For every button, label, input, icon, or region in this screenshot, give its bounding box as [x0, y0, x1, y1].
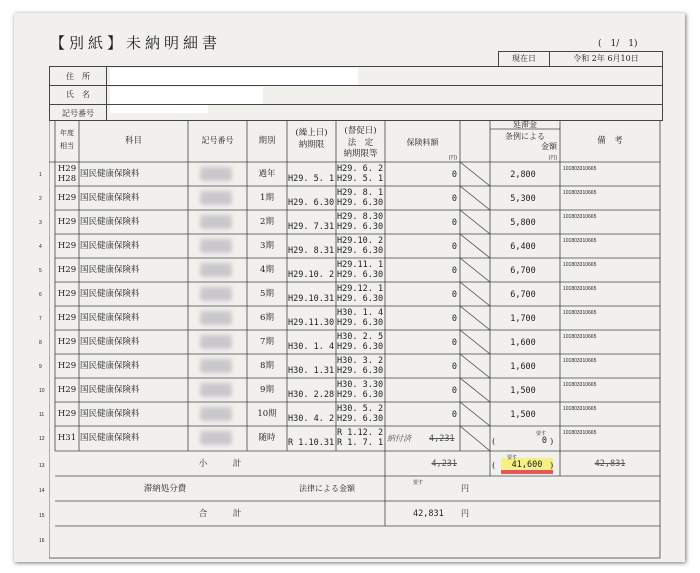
redacted-code-number — [200, 287, 232, 301]
row-item: 国民健康保険料 — [80, 337, 140, 347]
row-year: H29 — [57, 265, 77, 275]
redacted-code-number — [200, 431, 232, 445]
row-penalty: 5,300 — [510, 194, 536, 204]
row-remind-2: H29. 6.30 — [337, 414, 384, 424]
subtotal-struck-total: 42,831 — [594, 459, 626, 469]
row-memo: 101803310665 — [563, 238, 597, 244]
document-title: 【別紙】未納明細書 — [50, 34, 222, 52]
row-remind-2: H29. 6.30 — [337, 390, 384, 400]
row-12-struck-premium: 4,231 — [429, 434, 455, 444]
row-12-penalty-note: 要す — [536, 431, 547, 437]
row-number-16: 16 — [39, 538, 45, 544]
col-code-header: 記号番号 — [201, 136, 234, 145]
col-due-top-header: (繰上日) — [295, 128, 328, 138]
row-item: 国民健康保険料 — [80, 289, 140, 299]
row-remind-1: H29.12. 1 — [337, 284, 384, 294]
row-penalty: 5,800 — [510, 218, 536, 228]
row-remind-1: H30. 5. 2 — [337, 404, 384, 414]
row-item: 国民健康保険料 — [80, 409, 140, 419]
current-date-label: 現在日 — [499, 52, 550, 66]
row-remind-1: H29. 6. 2 — [337, 164, 384, 174]
row-year: H29 — [57, 241, 77, 251]
row-period: 2期 — [260, 217, 274, 227]
row-premium: 0 — [451, 266, 457, 276]
row-number-15: 15 — [39, 513, 45, 519]
row-number: 2 — [39, 196, 42, 202]
row-penalty: 6,400 — [510, 242, 536, 252]
row-penalty: 0 — [541, 436, 547, 446]
row-remind-1: H30. 3. 2 — [337, 356, 384, 366]
redacted-address — [110, 68, 358, 85]
row-period: 1期 — [260, 193, 274, 203]
row-item: 国民健康保険料 — [80, 361, 140, 371]
row-remind-1: H30. 2. 5 — [337, 332, 384, 342]
row-remind-2: H29. 6.30 — [337, 270, 384, 280]
row-due: H30. 1. 4 — [288, 342, 335, 352]
row-penalty: 6,700 — [510, 266, 536, 276]
row-period: 10期 — [257, 409, 277, 419]
row-due: R 1.10.31 — [288, 438, 335, 448]
row-penalty: 1,600 — [510, 338, 536, 348]
row-penalty: 1,500 — [510, 410, 536, 420]
row-due: H29. 8.31 — [288, 246, 335, 256]
row-period: 随時 — [258, 433, 276, 443]
redacted-code-number — [200, 383, 232, 397]
row-due: H29.11.30 — [288, 318, 335, 328]
row-due: H30. 2.28 — [288, 390, 335, 400]
row-memo: 101803310665 — [563, 286, 597, 292]
row-period: 6期 — [260, 313, 274, 323]
row-remind-2: H29. 6.30 — [337, 342, 384, 352]
row-memo: 101803310665 — [563, 166, 597, 172]
col-period-header: 期別 — [258, 136, 276, 146]
subtotal-paren-open: ( — [492, 461, 496, 471]
row-item: 国民健康保険料 — [80, 169, 140, 179]
col-penalty-unit: (円) — [548, 155, 557, 161]
row-due: H29. 6.30 — [288, 198, 335, 208]
col-premium-unit: (円) — [448, 155, 457, 161]
row-year: H29 — [57, 361, 77, 371]
row-due: H30. 1.31 — [288, 366, 335, 376]
row-remind-2: H29. 6.30 — [337, 198, 384, 208]
redacted-code-number — [200, 239, 232, 253]
row-period: 8期 — [260, 361, 274, 371]
col-penalty-mid-header: 条例による — [505, 132, 545, 141]
disposal-legal-amount: 法律による金額 — [299, 484, 355, 493]
row-memo: 101803310665 — [563, 406, 597, 412]
row-remind-2: H29. 6.30 — [337, 318, 384, 328]
row-due: H29.10.31 — [288, 294, 335, 304]
subtotal-struck-premium: 4,231 — [431, 459, 457, 469]
row-premium: 0 — [451, 218, 457, 228]
subtotal-label: 小 計 — [198, 459, 242, 469]
row-memo: 101803310665 — [563, 262, 597, 268]
col-remind-header: 納期限等 — [343, 149, 378, 159]
name-label: 氏 名 — [66, 90, 90, 99]
col-year-header: 年度 — [60, 129, 74, 137]
row-due: H29.10. 2 — [288, 270, 335, 280]
col-penalty-top-header: 延滞金 — [513, 120, 537, 129]
row-remind-1: H29. 8. 1 — [337, 188, 384, 198]
row-remind-2: H29. 6.30 — [337, 222, 384, 232]
row-premium: 0 — [451, 338, 457, 348]
row-period: 3期 — [260, 241, 274, 251]
row-period: 過年 — [258, 169, 276, 179]
row-remind-2: R 1. 7. 1 — [337, 438, 384, 448]
row-item: 国民健康保険料 — [80, 265, 140, 275]
row-memo: 101803310665 — [563, 214, 597, 220]
row-remind-1: H29.10. 2 — [337, 236, 384, 246]
row-premium: 0 — [451, 386, 457, 396]
disposal-unit: 円 — [461, 484, 469, 493]
col-year-sub-header: 相当 — [60, 142, 74, 150]
row-due: H29. 7.31 — [288, 222, 335, 232]
row-year: H29 — [57, 385, 77, 395]
total-value: 42,831 — [413, 509, 444, 519]
row-item: 国民健康保険料 — [80, 433, 140, 443]
row-remind-1: R 1.12. 2 — [337, 428, 384, 438]
row-period: 5期 — [260, 289, 274, 299]
row-year: H29 — [57, 313, 77, 323]
row-number: 3 — [39, 220, 42, 226]
redacted-code-number — [200, 335, 232, 349]
row-year-2: H28 — [57, 174, 77, 184]
subtotal-penalty-value: 41,600 — [511, 460, 543, 470]
total-unit: 円 — [461, 509, 469, 518]
row-period: 7期 — [260, 337, 274, 347]
row-memo: 101803310665 — [563, 190, 597, 196]
row-item: 国民健康保険料 — [80, 385, 140, 395]
row-number: 12 — [39, 436, 45, 442]
row-penalty: 1,500 — [510, 386, 536, 396]
address-label: 住 所 — [66, 72, 90, 81]
row-premium: 0 — [451, 290, 457, 300]
redacted-code-number — [200, 191, 232, 205]
row-number: 5 — [39, 268, 42, 274]
row-item: 国民健康保険料 — [80, 193, 140, 203]
row-due: H30. 4. 2 — [288, 414, 335, 424]
row-year: H29 — [57, 217, 77, 227]
arrears-table — [39, 120, 661, 559]
disposal-label: 滞納処分費 — [143, 484, 187, 494]
redacted-code-number — [200, 215, 232, 229]
row-remind-2: H29. 6.30 — [337, 294, 384, 304]
col-remind-mid-header: 法 定 — [347, 138, 374, 148]
row-number: 8 — [39, 340, 42, 346]
row-remind-2: H29. 6.30 — [337, 366, 384, 376]
row-remind-1: H29. 8.30 — [337, 212, 384, 222]
redacted-code — [110, 105, 208, 113]
row-year: H31 — [57, 433, 77, 443]
row-number: 11 — [39, 412, 45, 418]
row-12-paren-open: ( — [492, 437, 496, 447]
col-remarks-header: 備 考 — [597, 136, 623, 146]
redacted-code-number — [200, 263, 232, 277]
row-year: H29 — [57, 193, 77, 203]
row-premium: 0 — [451, 314, 457, 324]
row-remind-1: H30. 1. 4 — [337, 308, 384, 318]
row-period: 9期 — [260, 385, 274, 395]
taxpayer-info-box — [49, 66, 663, 121]
row-memo: 101803310665 — [563, 334, 597, 340]
row-memo: 101803310665 — [563, 358, 597, 364]
row-remind-1: H29.11. 1 — [337, 260, 384, 270]
redacted-code-number — [200, 359, 232, 373]
row-penalty: 6,700 — [510, 290, 536, 300]
total-label: 合 計 — [198, 509, 242, 519]
redacted-code-number — [200, 311, 232, 325]
row-number: 10 — [39, 388, 45, 394]
penalty-highlight-red — [501, 470, 553, 474]
row-year: H29 — [57, 337, 77, 347]
col-due-header: 納期限 — [298, 140, 325, 150]
row-premium: 0 — [451, 242, 457, 252]
row-item: 国民健康保険料 — [80, 217, 140, 227]
redacted-name — [110, 87, 263, 104]
row-number: 6 — [39, 292, 42, 298]
row-memo: 101803310665 — [563, 382, 597, 388]
row-premium: 0 — [451, 410, 457, 420]
row-period: 4期 — [260, 265, 274, 275]
row-number-13: 13 — [39, 463, 45, 469]
row-number: 7 — [39, 316, 42, 322]
row-premium: 0 — [451, 194, 457, 204]
row-premium: 0 — [451, 170, 457, 180]
subtotal-penalty-note: 要す — [507, 455, 518, 461]
col-premium-header: 保険料額 — [406, 138, 439, 147]
row-remind-2: H29. 5. 1 — [337, 174, 384, 184]
row-remind-1: H30. 3.30 — [337, 380, 384, 390]
col-penalty-sub-header: 金額 — [541, 142, 557, 151]
subtotal-paren-close: ) — [550, 461, 554, 471]
row-memo: 101803310665 — [563, 430, 597, 436]
code-label: 記号番号 — [62, 109, 94, 118]
row-year: H29 — [57, 289, 77, 299]
row-year: H29 — [57, 409, 77, 419]
row-number: 9 — [39, 364, 42, 370]
row-due: H29. 5. 1 — [288, 174, 335, 184]
redacted-code-number — [200, 407, 232, 421]
row-item: 国民健康保険料 — [80, 241, 140, 251]
row-memo: 101803310665 — [563, 310, 597, 316]
row-12-paren-close: ) — [550, 437, 554, 447]
row-number: 1 — [39, 172, 42, 178]
row-premium: 0 — [451, 362, 457, 372]
row-number: 4 — [39, 244, 42, 250]
col-item-header: 科目 — [124, 136, 142, 146]
disposal-note: 要す — [413, 480, 424, 486]
row-number-14: 14 — [39, 488, 45, 494]
col-remind-top-header: (督促日) — [344, 126, 377, 136]
row-penalty: 1,600 — [510, 362, 536, 372]
row-year: H29 — [57, 164, 77, 174]
row-remind-2: H29. 6.30 — [337, 246, 384, 256]
current-date-value: 令和 2年 6月10日 — [573, 54, 639, 63]
page-number: ( 1/ 1) — [598, 39, 638, 49]
redacted-code-number — [200, 167, 232, 181]
row-penalty: 2,800 — [510, 170, 536, 180]
row-penalty: 1,700 — [510, 314, 536, 324]
row-item: 国民健康保険料 — [80, 313, 140, 323]
row-12-handwritten-note: 納付済 — [387, 434, 411, 443]
current-date-box — [498, 51, 663, 67]
